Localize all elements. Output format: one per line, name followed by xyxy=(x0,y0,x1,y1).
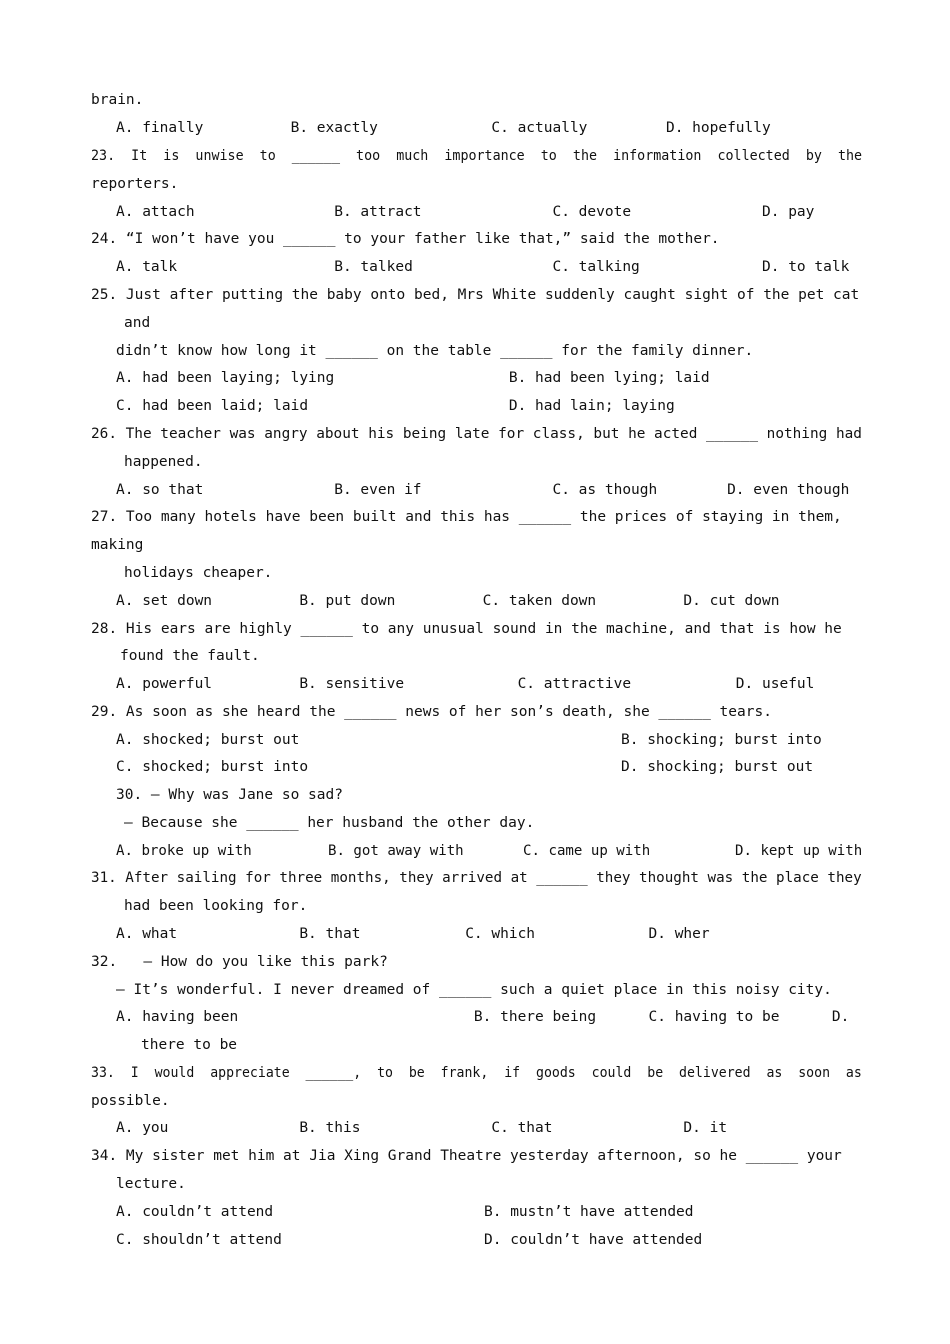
option-d: D. couldn’t have attended xyxy=(484,1232,703,1248)
question-27: 27. Too many hotels have been built and this has ______ the prices of staying in them, xyxy=(91,509,842,525)
option-a: A. couldn’t attend xyxy=(116,1204,274,1220)
options-line: A. so that B. even if C. as though D. even though xyxy=(116,482,850,498)
question-30: 30. — Why was Jane so sad? xyxy=(116,787,343,803)
options-line: A. had been laying; lying B. had been lying; laid xyxy=(116,370,710,386)
option-c: C. shocked; burst into xyxy=(116,759,309,775)
option-d: D. shocking; burst out xyxy=(621,759,814,775)
options-line: A. having been B. there being C. having to be D. xyxy=(116,1009,850,1025)
text-line: happened. xyxy=(124,454,203,470)
options-line: A. broke up with B. got away with C. came up with D. kept up with xyxy=(116,843,863,859)
options-line: A. you B. this C. that D. it xyxy=(116,1120,728,1136)
question-25: 25. Just after putting the baby onto bed, Mrs White suddenly caught sight of the pet cat xyxy=(91,287,860,303)
text-line: making xyxy=(91,537,144,553)
text-line: didn’t know how long it ______ on the table ______ for the family dinner. xyxy=(116,343,754,359)
question-32: 32. — How do you like this park? xyxy=(91,954,388,970)
question-28: 28. His ears are highly ______ to any unusual sound in the machine, and that is how he xyxy=(91,621,842,637)
options-line: A. set down B. put down C. taken down D. cut down xyxy=(116,593,780,609)
question-23: 23. It is unwise to ______ too much importance to the information collected by the xyxy=(91,148,863,164)
option-b: B. mustn’t have attended xyxy=(484,1204,694,1220)
text-line: holidays cheaper. xyxy=(124,565,273,581)
options-line: A. what B. that C. which D. wher xyxy=(116,926,710,942)
option-a: A. shocked; burst out xyxy=(116,732,300,748)
text-line: there to be xyxy=(141,1037,238,1053)
options-line: C. had been laid; laid D. had lain; laying xyxy=(116,398,675,414)
options-line: A. powerful B. sensitive C. attractive D. useful xyxy=(116,676,815,692)
question-34: 34. My sister met him at Jia Xing Grand Theatre yesterday afternoon, so he ______ your xyxy=(91,1148,842,1164)
text-line: and xyxy=(124,315,151,331)
text-line: lecture. xyxy=(116,1176,186,1192)
text-line: — Because she ______ her husband the other day. xyxy=(124,815,535,831)
text-line: had been looking for. xyxy=(124,898,308,914)
options-line: A. finally B. exactly C. actually D. hopefully xyxy=(116,120,771,136)
options-line: A. attach B. attract C. devote D. pay xyxy=(116,204,815,220)
text-line: found the fault. xyxy=(120,648,260,664)
question-33: 33. I would appreciate ______, to be frank, if goods could be delivered as soon as xyxy=(91,1065,862,1081)
text-line: possible. xyxy=(91,1093,170,1109)
options-line: A. talk B. talked C. talking D. to talk xyxy=(116,259,850,275)
question-26: 26. The teacher was angry about his being late for class, but he acted ______ nothing had xyxy=(91,426,862,442)
question-24: 24. “I won’t have you ______ to your father like that,” said the mother. xyxy=(91,231,720,247)
text-line: brain. xyxy=(91,92,144,108)
text-line: — It’s wonderful. I never dreamed of ______ such a quiet place in this noisy city. xyxy=(116,982,832,998)
question-29: 29. As soon as she heard the ______ news of her son’s death, she ______ tears. xyxy=(91,704,772,720)
option-b: B. shocking; burst into xyxy=(621,732,822,748)
text-line: reporters. xyxy=(91,176,179,192)
question-31: 31. After sailing for three months, they arrived at ______ they thought was the place they xyxy=(91,870,862,886)
option-c: C. shouldn’t attend xyxy=(116,1232,282,1248)
